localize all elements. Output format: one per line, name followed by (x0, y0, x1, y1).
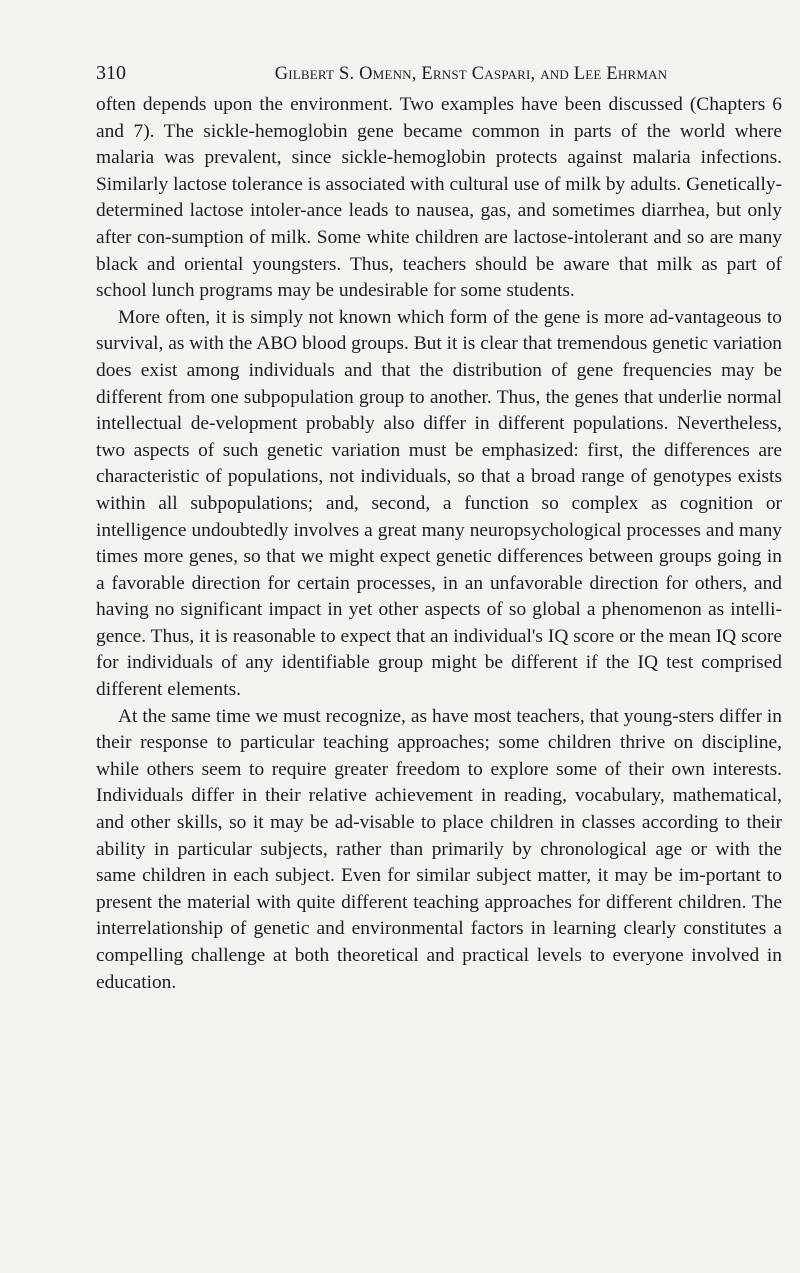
paragraph-2: More often, it is simply not known which form of the gene is more ad-vantageous to survival, as with the ABO blood groups. But it is clear that tremendous genetic variation does exist among individuals and that the distribution of gene frequencies may be different from one subpopulation group to another. Thus, the genes that underlie normal intellectual de-velopment probably also differ in different populations. Nevertheless, two aspects of such genetic variation must be emphasized: first, the differences are characteristic of populations, not individuals, so that a broad range of genotypes exists within all subpopulations; and, second, a function so complex as cognition or intelligence undoubtedly involves a great many neuropsychological processes and many times more genes, so that we might expect genetic differences between groups going in a favorable direction for certain processes, in an unfavorable direction for others, and having no significant impact in yet other aspects of so global a phenomenon as intelli-gence. Thus, it is reasonable to expect that an individual's IQ score or the mean IQ score for individuals of any identifiable group might be different if the IQ test comprised different elements. (96, 306, 782, 701)
book-page (96, 62, 782, 996)
paragraph-1: often depends upon the environment. Two examples have been discussed (Chapters 6 and 7). The sickle-hemoglobin gene became common in parts of the world where malaria was prevalent, since sickle-hemoglobin protects against malaria infections. Similarly lactose tolerance is associated with cultural use of milk by adults. Genetically-determined lactose intoler-ance leads to nausea, gas, and sometimes diarrhea, but only after con-sumption of milk. Some white children are lactose-intolerant and so are many black and oriental youngsters. Thus, teachers should be aware that milk as part of school lunch programs may be undesirable for some students. (96, 94, 782, 302)
body-text (96, 92, 782, 996)
page-number: 310 (96, 62, 126, 84)
running-head: Gilbert S. Omenn, Ernst Caspari, and Lee Ehrman (274, 64, 668, 84)
page-header (96, 62, 782, 92)
paragraph-3: At the same time we must recognize, as have most teachers, that young-sters differ in their response to particular teaching approaches; some children thrive on discipline, while others seem to require greater freedom to explore some of their own interests. Individuals differ in their relative achievement in reading, vocabulary, mathematical, and other skills, so it may be ad-visable to place children in classes according to their ability in particular subjects, rather than primarily by chronological age or with the same children in each subject. Even for similar subject matter, it may be im-portant to present the material with quite different teaching approaches for different children. The interrelationship of genetic and environmental factors in learning clearly constitutes a compelling challenge at both theoretical and practical levels to everyone involved in education. (96, 705, 782, 993)
